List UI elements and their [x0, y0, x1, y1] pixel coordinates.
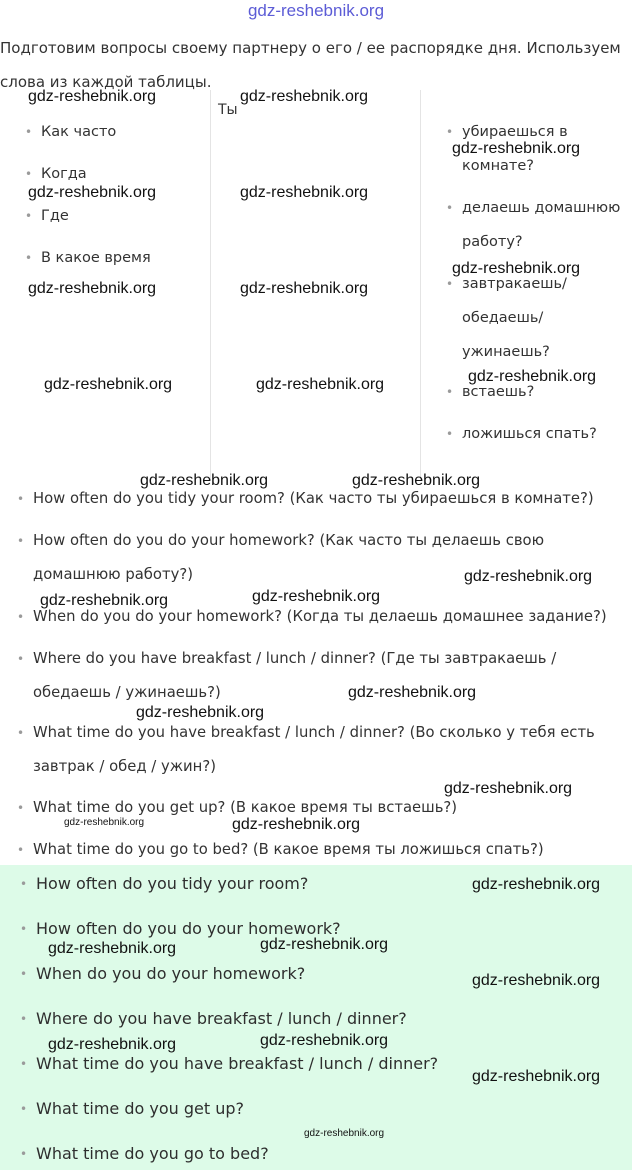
watermark: gdz-reshebnik.org — [304, 1128, 385, 1139]
watermark: gdz-reshebnik.org — [452, 260, 581, 277]
watermark: gdz-reshebnik.org — [240, 280, 369, 297]
bullet-icon: • — [20, 922, 28, 936]
watermark: gdz-reshebnik.org — [28, 280, 157, 297]
bullet-icon: • — [17, 534, 25, 548]
bullet-icon: • — [446, 201, 454, 215]
list-item: • делаешь домашнюю работу? — [462, 191, 627, 259]
watermark: gdz-reshebnik.org — [464, 568, 593, 585]
watermark: gdz-reshebnik.org — [348, 684, 477, 701]
list-item: • завтракаешь/ обедаешь/ ужинаешь? — [462, 267, 582, 369]
watermark: gdz-reshebnik.org — [256, 376, 385, 393]
watermark: gdz-reshebnik.org — [260, 936, 389, 953]
list-item: • встаешь? — [462, 375, 534, 409]
list-item: • убираешься в комнате? — [462, 115, 622, 183]
answer-item: • What time do you go to bed? — [36, 1142, 269, 1166]
site-link[interactable]: gdz-reshebnik.org — [247, 1, 385, 20]
watermark: gdz-reshebnik.org — [240, 184, 369, 201]
watermark: gdz-reshebnik.org — [28, 88, 157, 105]
answer-item: • What time do you have breakfast / lunch / dinner? (Во сколько у тебя есть завтрак / обед / ужин?) — [33, 716, 623, 784]
bullet-icon: • — [20, 1147, 28, 1161]
watermark: gdz-reshebnik.org — [48, 940, 177, 957]
answer-item: • Where do you have breakfast / lunch / dinner? (Где ты завтракаешь / обедаешь / ужинаешь?) — [33, 642, 623, 710]
watermark: gdz-reshebnik.org — [472, 1068, 601, 1085]
bullet-icon: • — [446, 385, 454, 399]
bullet-icon: • — [20, 967, 28, 981]
answer-item: • What time do you have breakfast / lunch / dinner? — [36, 1052, 438, 1076]
answers-block — [0, 865, 632, 1170]
watermark: gdz-reshebnik.org — [64, 817, 145, 828]
bullet-icon: • — [25, 251, 33, 265]
bullet-icon: • — [17, 610, 25, 624]
answer-item: • How often do you do your homework? (Как часто ты делаешь свою домашнюю работу?) — [33, 524, 623, 592]
watermark: gdz-reshebnik.org — [28, 184, 157, 201]
answer-item: • When do you do your homework? — [36, 962, 305, 986]
answer-item: • How often do you tidy your room? (Как часто ты убираешься в комнате?) — [33, 482, 623, 516]
answer-item: • What time do you get up? — [36, 1097, 244, 1121]
bullet-icon: • — [446, 427, 454, 441]
watermark: gdz-reshebnik.org — [140, 472, 269, 489]
list-item: • ложишься спать? — [462, 417, 597, 451]
instruction-text: Подготовим вопросы своему партнеру о его / ее распорядке дня. Используем слова из каждой таблицы. — [0, 39, 621, 91]
list-item: • Где — [41, 199, 69, 233]
watermark: gdz-reshebnik.org — [44, 376, 173, 393]
watermark: gdz-reshebnik.org — [40, 592, 169, 609]
list-item: • Когда — [41, 157, 87, 191]
watermark: gdz-reshebnik.org — [48, 1036, 177, 1053]
bullet-icon: • — [20, 877, 28, 891]
list-item: • Как часто — [41, 115, 116, 149]
list-item: • В какое время — [41, 241, 151, 275]
answer-item: • How often do you tidy your room? — [36, 872, 308, 896]
watermark: gdz-reshebnik.org — [444, 780, 573, 797]
watermark: gdz-reshebnik.org — [472, 972, 601, 989]
answer-item: • Where do you have breakfast / lunch / dinner? — [36, 1007, 407, 1031]
watermark: gdz-reshebnik.org — [260, 1032, 389, 1049]
bullet-icon: • — [20, 1102, 28, 1116]
bullet-icon: • — [25, 125, 33, 139]
bullet-icon: • — [25, 167, 33, 181]
bullet-icon: • — [17, 726, 25, 740]
watermark: gdz-reshebnik.org — [240, 88, 369, 105]
bullet-icon: • — [446, 125, 454, 139]
watermark: gdz-reshebnik.org — [232, 816, 361, 833]
bullet-icon: • — [25, 209, 33, 223]
answer-item: • How often do you do your homework? — [36, 917, 341, 941]
watermark: gdz-reshebnik.org — [468, 368, 597, 385]
watermark: gdz-reshebnik.org — [452, 140, 581, 157]
answer-item: • When do you do your homework? (Когда ты делаешь домашнее задание?) — [33, 600, 623, 634]
watermark: gdz-reshebnik.org — [136, 704, 265, 721]
answer-item: • What time do you go to bed? (В какое время ты ложишься спать?) — [33, 833, 623, 867]
bullet-icon: • — [20, 1012, 28, 1026]
bullet-icon: • — [20, 1057, 28, 1071]
watermark: gdz-reshebnik.org — [472, 876, 601, 893]
bullet-icon: • — [17, 801, 25, 815]
watermark: gdz-reshebnik.org — [252, 588, 381, 605]
bullet-icon: • — [17, 843, 25, 857]
watermark: gdz-reshebnik.org — [352, 472, 481, 489]
bullet-icon: • — [17, 652, 25, 666]
subject-word: Ты — [218, 102, 238, 118]
bullet-icon: • — [17, 492, 25, 506]
bullet-icon: • — [446, 277, 454, 291]
answer-item: • What time do you get up? (В какое время ты встаешь?) — [33, 791, 623, 825]
